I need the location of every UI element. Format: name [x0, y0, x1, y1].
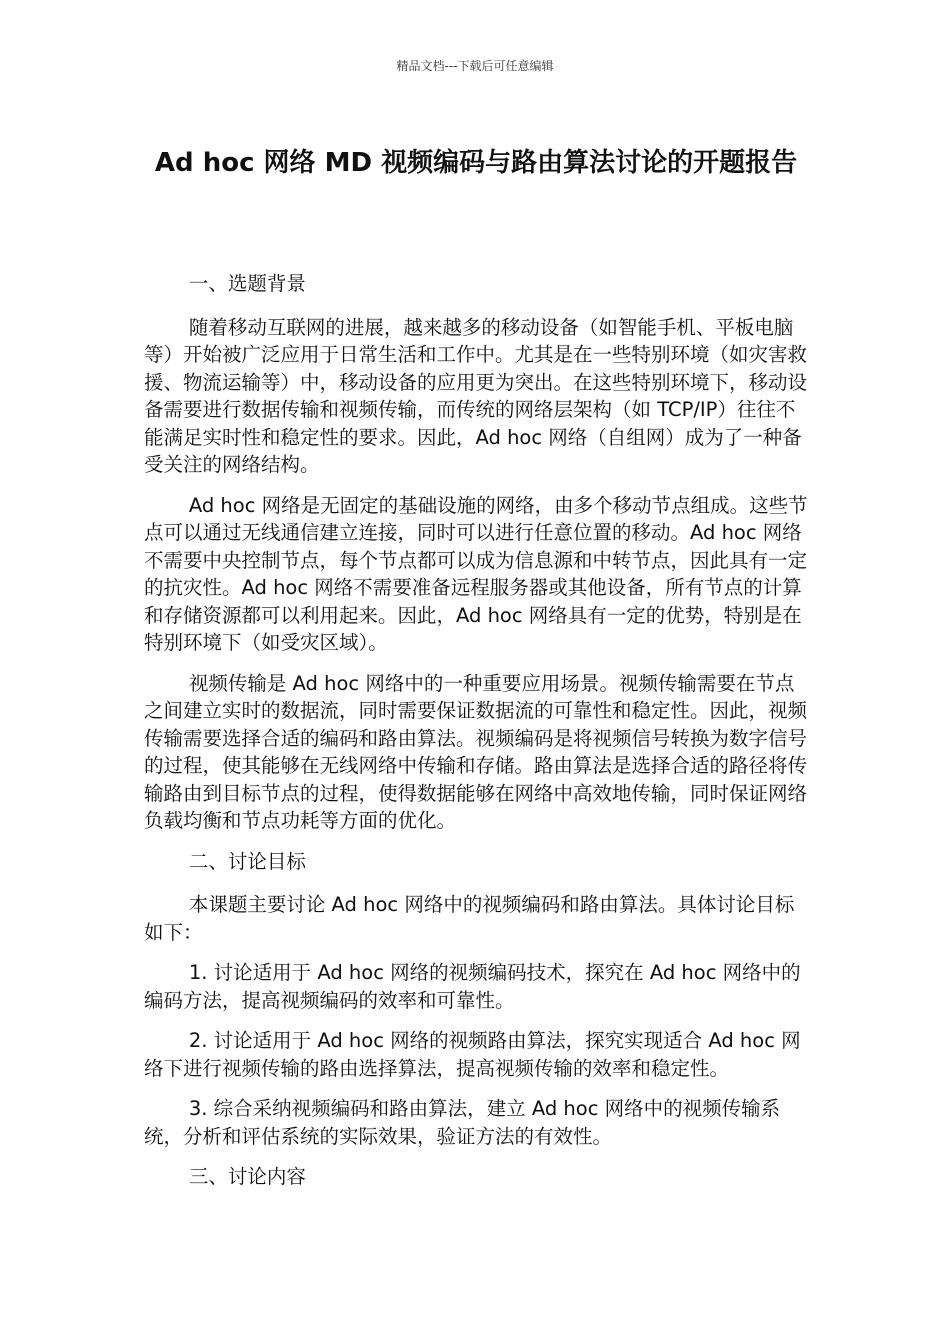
list-item-goal-3: 3. 综合采纳视频编码和路由算法，建立 Ad hoc 网络中的视频传输系统，分析和评估系统的实际效果，验证方法的有效性。 — [144, 1097, 781, 1148]
section-heading-content: 三、讨论内容 — [188, 1165, 306, 1188]
paragraph-background-2: Ad hoc 网络是无固定的基础设施的网络，由多个移动节点组成。这些节点可以通过无线通信建立连接，同时可以进行任意位置的移动。Ad hoc 网络不需要中央控制节点，每个节点都可以成为信息源和中转节点，因此具有一定的抗灾性。Ad hoc 网络不需要准备远程服务器或其他设备，所有节点的计算和存储资源都可以利用起来。因此，Ad hoc 网络具有一定的优势，特别是在特别环境下（如受灾区域）。 — [144, 493, 808, 654]
section-heading-goals: 二、讨论目标 — [188, 849, 306, 873]
list-item-goal-2: 2. 讨论适用于 Ad hoc 网络的视频路由算法，探究实现适合 Ad hoc 网络下进行视频传输的路由选择算法，提高视频传输的效率和稳定性。 — [144, 1029, 801, 1080]
document-body — [144, 270, 808, 1207]
page-header-note: 精品文档---下载后可任意编辑 — [396, 59, 554, 73]
paragraph-background-1: 随着移动互联网的进展，越来越多的移动设备（如智能手机、平板电脑等）开始被广泛应用于日常生活和工作中。尤其是在一些特别环境（如灾害救援、物流运输等）中，移动设备的应用更为突出。在这些特别环境下，移动设备需要进行数据传输和视频传输，而传统的网络层架构（如 TCP/IP）往往不能满足实时性和稳定性的要求。因此，Ad hoc 网络（自组网）成为了一种备受关注的网络结构。 — [144, 315, 808, 476]
paragraph-goals-intro: 本课题主要讨论 Ad hoc 网络中的视频编码和路由算法。具体讨论目标如下： — [144, 893, 795, 944]
document-title: Ad hoc 网络 MD 视频编码与路由算法讨论的开题报告 — [154, 148, 798, 178]
section-heading-background: 一、选题背景 — [188, 272, 306, 295]
list-item-goal-1: 1. 讨论适用于 Ad hoc 网络的视频编码技术，探究在 Ad hoc 网络中的编码方法，提高视频编码的效率和可靠性。 — [144, 961, 801, 1012]
paragraph-background-3: 视频传输是 Ad hoc 网络中的一种重要应用场景。视频传输需要在节点之间建立实时的数据流，同时需要保证数据流的可靠性和稳定性。因此，视频传输需要选择合适的编码和路由算法。视频编码是将视频信号转换为数字信号的过程，使其能够在无线网络中传输和存储。路由算法是选择合适的路径将传输路由到目标节点的过程，使得数据能够在网络中高效地传输，同时保证网络负载均衡和节点功耗等方面的优化。 — [144, 671, 808, 832]
